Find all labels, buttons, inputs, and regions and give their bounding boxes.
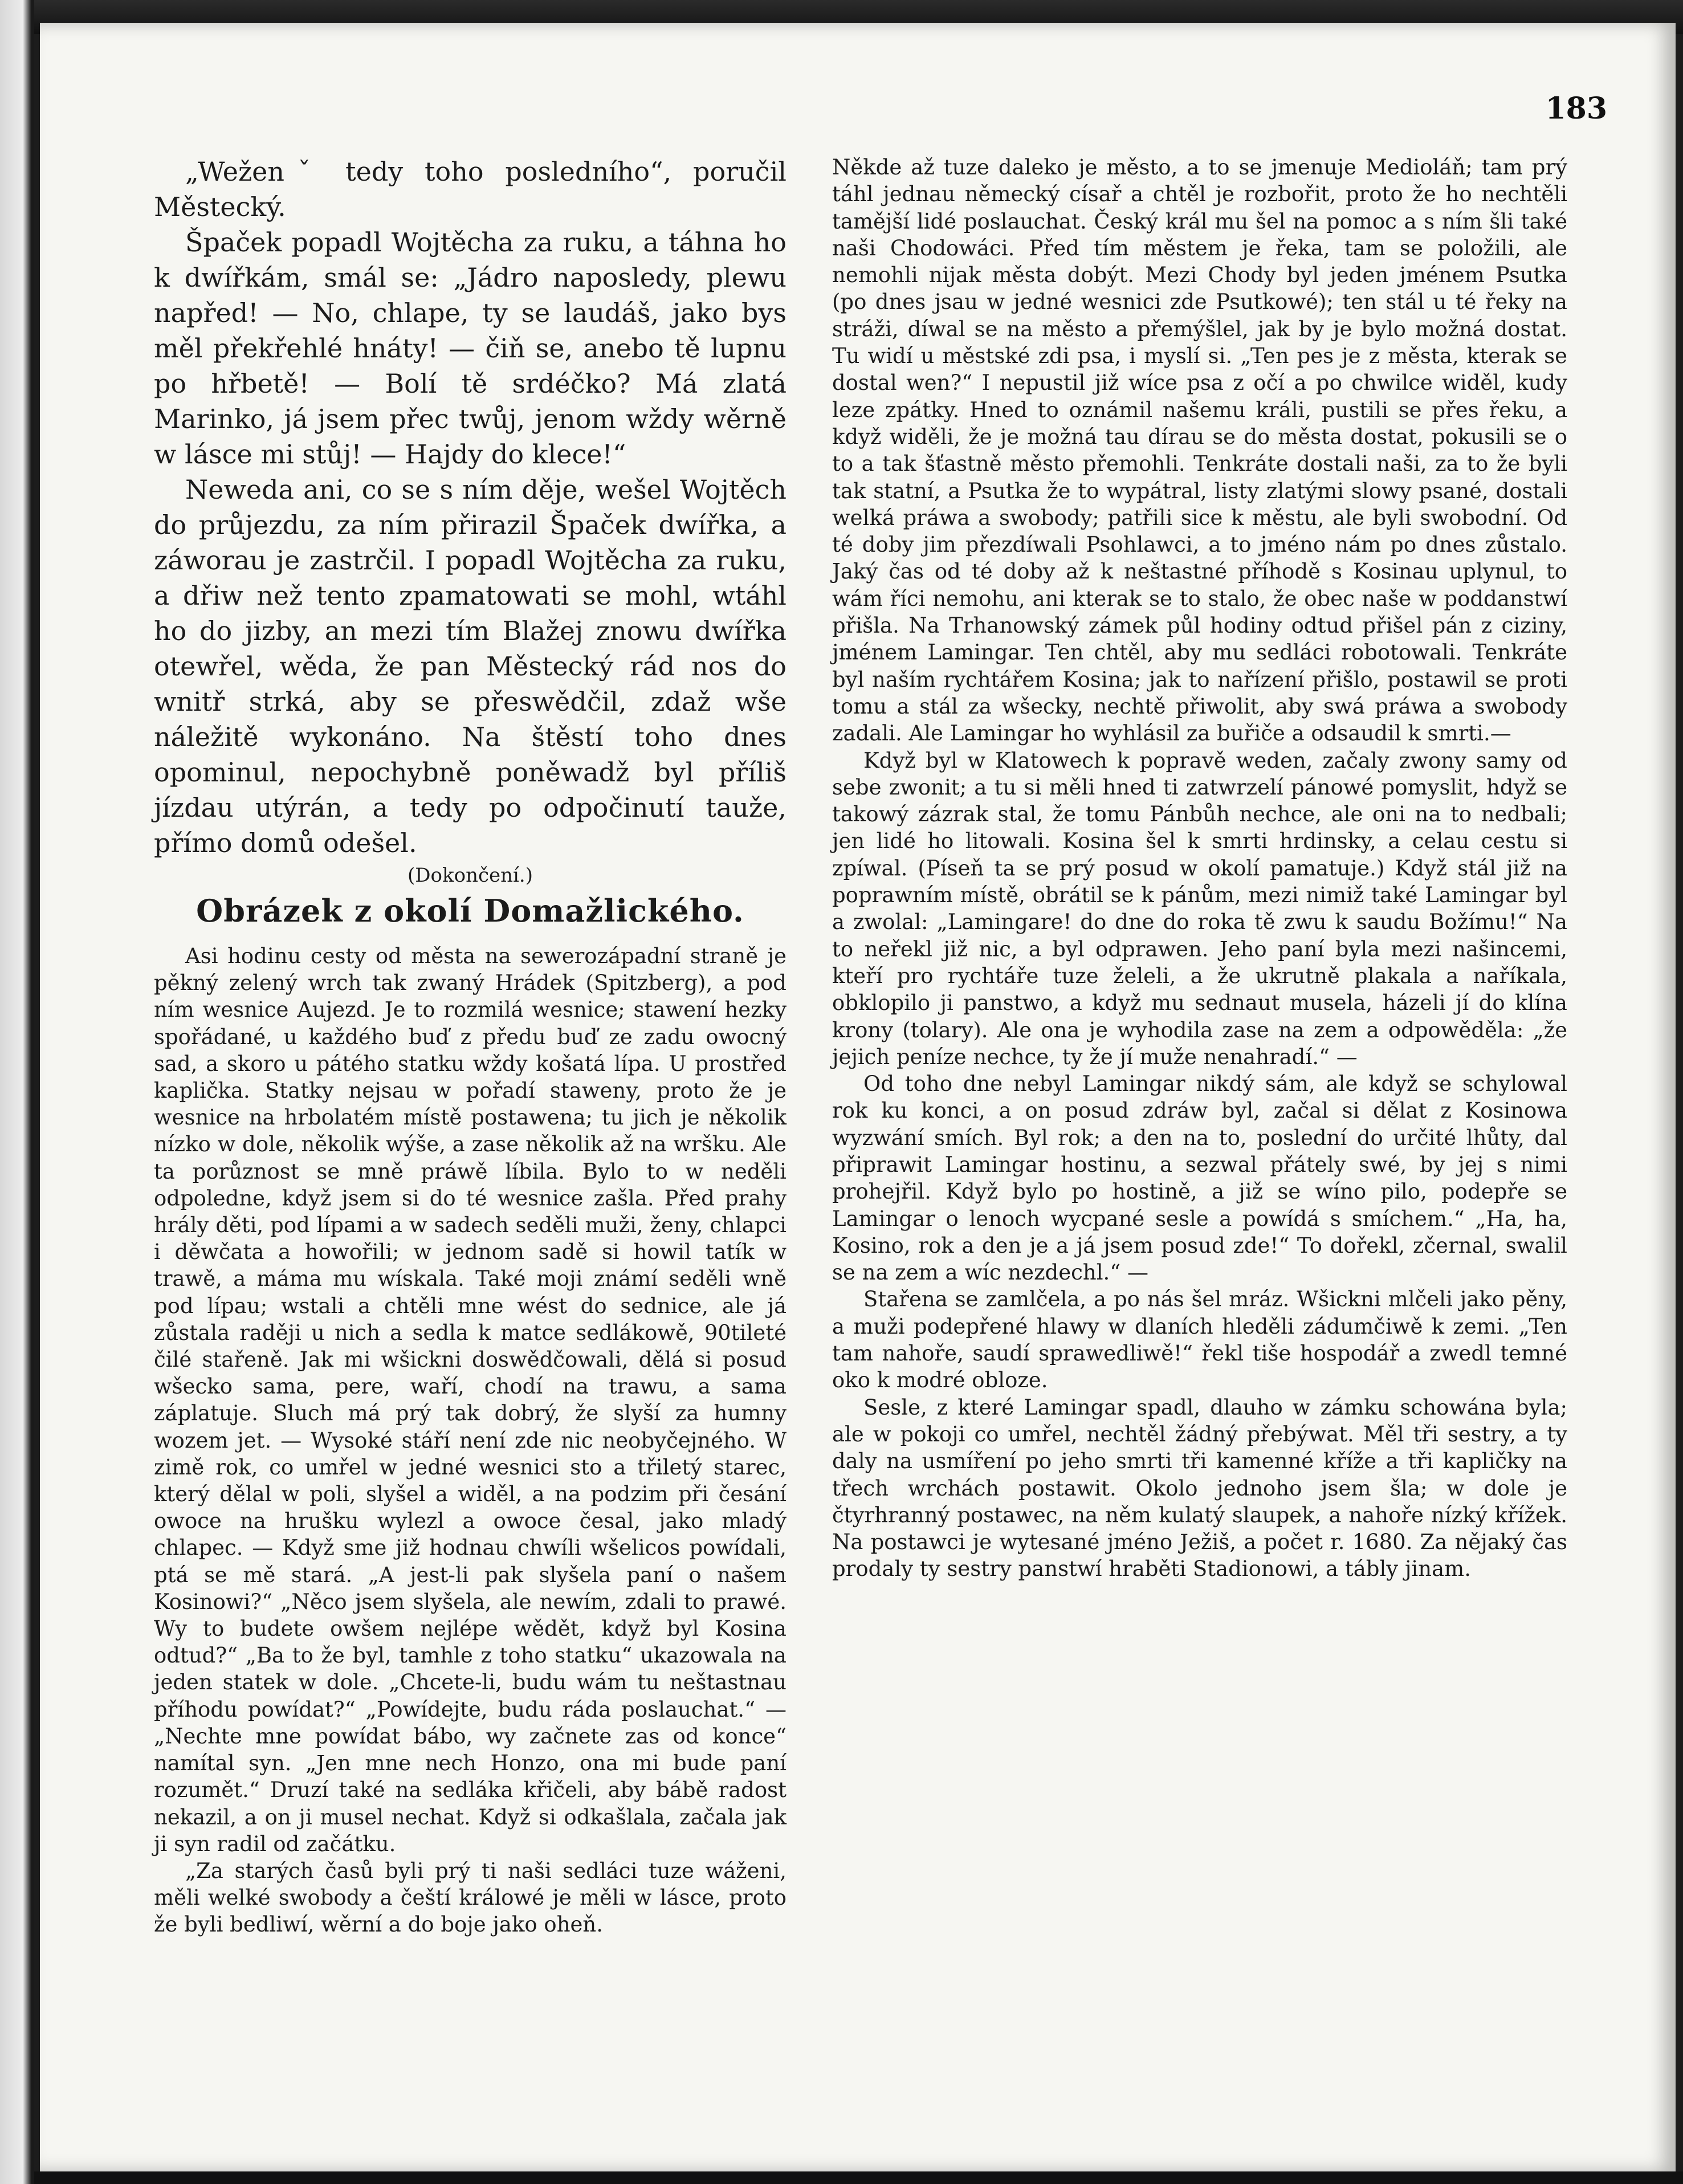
article-paragraph: Od toho dne nebyl Lamingar nikdý sám, ale když se schylowal rok ku konci, a on posud zdráw byl, začal si dělat z Kosinowa wyzwání smích. Byl rok; a den na to, poslední do určité lhůty, dal připrawit Lamingar hostinu, a sezwal přátely swé, by jej s nimi prohejřil. Když bylo po hostině, a již se wíno pilo, podepře se Lamingar o lenoch wycpané sesle a powídá s smíchem.“ „Ha, ha, Kosino, rok a den je a já jsem posud zde!“ To dořekl, zčernal, swalil se na zem a wíc nezdechl.“ — (832, 1071, 1567, 1285)
adjacent-page-edge (0, 0, 34, 2184)
page-number: 183 (1545, 91, 1607, 126)
book-page (40, 23, 1676, 2171)
article-title: Obrázek z okolí Domažlického. (196, 893, 744, 929)
article-paragraph: „Za starých časů byli prý ti naši sedláci tuze wáženi, měli welké swobody a čeští králowé je měli w lásce, proto že byli bedliwí, wěrní a do boje jako oheň. (154, 1858, 787, 1937)
article-paragraph: Sesle, z které Lamingar spadl, dlauho w zámku schowána byla; ale w pokoji co umřel, nechtěl žádný přebýwat. Měl tři sestry, a ty daly na usmíření po jeho smrti tři kamenné kříže a tři kapličky na třech wrchách postawit. Okolo jednoho jsem šla; w dole je čtyrhranný postawec, na něm kulatý slaupek, a nahoře nízký křížek. Na postawci je wytesané jméno Ježiš, a počet r. 1680. Za nějaký čas prodaly ty sestry panstwí hraběti Stadionowi, a tábly jinam. (832, 1395, 1567, 1582)
article-paragraph: Když byl w Klatowech k popravě weden, začaly zwony samy od sebe zwonit; a tu si měli hned ti zatwrzelí pánowé pomyslit, hdyž se takowý zázrak stal, že tomu Pánbůh nechce, ale oni na to nedbali; jen lidé ho litowali. Kosina šel k smrti hrdinsky, a celau cestu si zpíwal. (Píseň ta se prý posud w okolí pamatuje.) Když stál již na poprawním místě, obrátil se k pánům, mezi nimiž také Lamingar byl a zwolal: „Lamingare! do dne do roka tě zwu k saudu Božímu!“ Na to neřekl již nic, a byl odprawen. Jeho paní byla mezi našincemi, kteří pro rychtáře tuze želeli, a že ukrutně plakala a naříkala, obklopilo ji panstwo, a když mu sednaut musela, házeli jí do klína krony (tolary). Ale ona je wyhodila zase na zem a odpowěděla: „že jejich peníze nechce, ty že jí muže nenahradí.“ — (832, 748, 1567, 1069)
continuation-note: (Dokončení.) (407, 864, 533, 887)
article-paragraph: Asi hodinu cesty od města na sewerozápadní straně je pěkný zelený wrch tak zwaný Hrádek (Spitzberg), a pod ním wesnice Aujezd. Je to rozmilá wesnice; stawení hezky spořádané, u každého buď z předu buď ze zadu owocný sad, a skoro u pátého statku wždy košatá lípa. U prostřed kaplička. Statky nejsau w pořadí staweny, proto že je wesnice na hrbolatém místě postawena; tu jich je několik nízko w dole, několik wýše, a zase několik až na wršku. Ale ta porůznost se mně práwě líbila. Bylo to w neděli odpoledne, když jsem si do té wesnice zašla. Před prahy hrály děti, pod lípami a w sadech seděli muži, ženy, chlapci i děwčata a howořili; w jednom sadě si howil tatík w trawě, a máma mu wískala. Také moji známí seděli wně pod lípau; wstali a chtěli mne wést do sednice, ale já zůstala raději u nich a sedla k matce sedlákowě, 90tileté čilé stařeně. Jak mi wšickni doswědčowali, dělá si posud wšecko sama, pere, waří, chodí na trawu, a sama záplatuje. Sluch má prý tak dobrý, že slyší za humny wozem jet. — Wysoké stáří není zde nic neobyčejného. W zimě rok, co umřel w jedné wesnici sto a třiletý starec, který dělal w poli, slyšel a widěl, a na podzim při česání owoce na hrušku wylezl a owoce česal, jako mladý chlapec. — Když sme již hodnau chwíli wšelicos powídali, ptá se mě stará. „A jest-li pak slyšela paní o našem Kosinowi?“ „Něco jsem slyšela, ale newím, zdali to prawé. Wy to budete owšem nejlépe wědět, když byl Kosina odtud?“ „Ba to že byl, tamhle z toho statku“ ukazowala na jeden statek w dole. „Chcete-li, budu wám tu neštastnau příhodu powídat?“ „Powídejte, budu ráda poslauchat.“ — „Nechte mne powídat bábo, wy začnete zas od konce“ namítal syn. „Jen mne nech Honzo, ona mi bude paní rozumět.“ Druzí také na sedláka křičeli, aby bábě radost nekazil, a on ji musel nechat. Když si odkašlala, začala jak ji syn radil od začátku. (154, 944, 787, 1856)
article-paragraph: Někde až tuze daleko je město, a to se jmenuje Medioláň; tam prý táhl jednau německý císař a chtěl je rozbořit, proto že ho nechtěli tamější lidé poslauchat. Český král mu šel na pomoc a s ním šli také naši Chodowáci. Před tím městem je řeka, tam se položili, ale nemohli nijak města dobýt. Mezi Chody byl jeden jménem Psutka (po dnes jsau w jedné wesnici zde Psutkowé); ten stál u té řeky na stráži, díwal se na město a přemýšlel, jak by je bylo možná dostat. Tu widí u městské zdi psa, i myslí si. „Ten pes je z města, kterak se dostal wen?“ I nepustil již wíce psa z očí a po chwilce widěl, kudy leze zpátky. Hned to oznámil našemu králi, pustili se přes řeku, a když widěli, že je možná tau dírau se do města dostat, pokusili se o to a tak šťastně město přemohli. Tenkráte dostali naši, za to že byli tak statní, a Psutka že to wypátral, listy zlatými slowy psané, dostali welká práwa a swobody; patřili sice k městu, ale byli swobodní. Od té doby jim přezdíwali Psohlawci, a to jméno nám po dnes zůstalo. Jaký čas od té doby až k neštastné příhodě s Kosinau uplynul, to wám říci nemohu, ani kterak se to stalo, že obec naše w poddanstwí přišla. Na Trhanowský zámek půl hodiny odtud přišel pán z ciziny, jménem Lamingar. Ten chtěl, aby mu sedláci robotowali. Tenkráte byl naším rychtářem Kosina; jak to nařízení přišlo, postawil se proti tomu a stál za wšecky, nechtě přiwolit, aby swá práwa a swobody zadali. Ale Lamingar ho wyhlásil za buřiče a odsaudil k smrti.— (832, 155, 1567, 746)
story-paragraph: Špaček popadl Wojtěcha za ruku, a táhna ho k dwířkám, smál se: „Jádro naposledy, plewu napřed! — No, chlape, ty se laudáš, jako bys měl překřehlé hnáty! — čiň se, anebo tě lupnu po hřbetě! — Bolí tě srdéčko? Má zlatá Marinko, já jsem přec twůj, jenom wždy wěrně w lásce mi stůj! — Hajdy do klece!“ (154, 227, 787, 470)
left-column (154, 154, 787, 1938)
right-column (832, 154, 1567, 1583)
article-paragraph: Stařena se zamlčela, a po nás šel mráz. Wšickni mlčeli jako pěny, a muži podepřené hlawy w dlaních hleděli zádumčiwě k zemi. „Ten tam nahoře, saudí sprawedliwě!“ řekl tiše hospodář a zwedl temné oko k modré obloze. (832, 1287, 1567, 1393)
story-paragraph: Neweda ani, co se s ním děje, wešel Wojtěch do průjezdu, za ním přirazil Špaček dwířka, a záworau je zastrčil. I popadl Wojtěcha za ruku, a dřiw než tento zpamatowati se mohl, wtáhl ho do jizby, an mezi tím Blažej znowu dwířka otewřel, wěda, že pan Městecký rád nos do wnitř strká, aby se přeswědčil, zdaž wše náležitě wykonáno. Na štěstí toho dnes opominul, nepochybně poněwadž byl příliš jízdau utýrán, a tedy po odpočinutí tauže, přímo domů odešel. (154, 474, 787, 858)
story-paragraph: „Weženˇ tedy toho posledního“, poručil Městecký. (154, 156, 787, 222)
scan-bottom-border (34, 2171, 1683, 2184)
